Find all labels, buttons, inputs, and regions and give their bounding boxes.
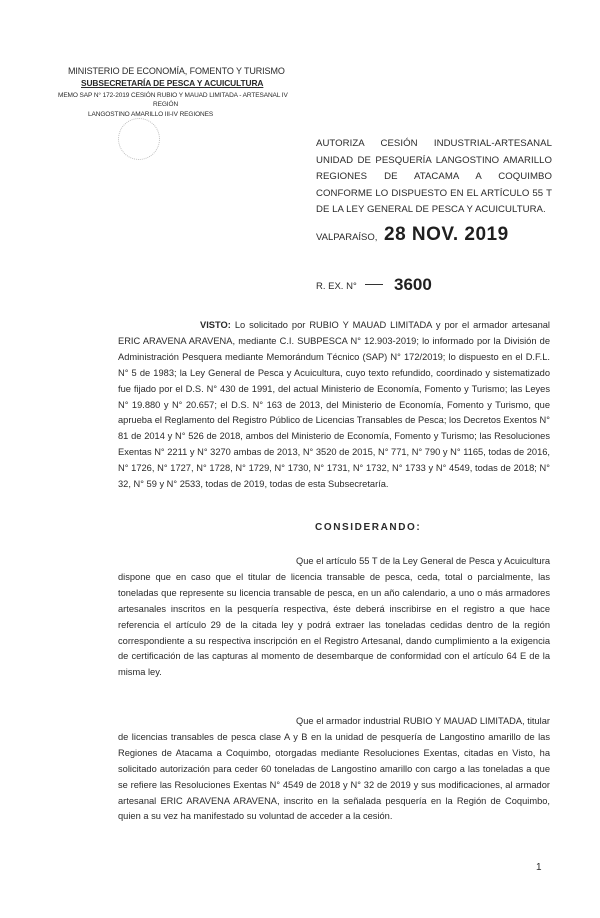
considerando-paragraph-2: Que el armador industrial RUBIO Y MAUAD LIMITADA, titular de licencias transables de pesca clase A y B en la unidad de pesquería de Langostino amarillo de las Regiones de Atacama a Coquimbo, otorgadas mediante Resoluciones Exentas, citadas en Visto, ha solicitado autorización para ceder 60 toneladas de Langostino amarillo con cargo a las toneladas a que se refiere las Resoluciones Exentas N° 4549 de 2018 y N° 32 de 2019 y sus modificaciones, al armador artesanal ERIC ARAVENA ARAVENA, inscrito en la señalada pesquería en la Región de Coquimbo, quien a su vez ha manifestado su voluntad de acceder a la cesión. [118,716,550,822]
considerando-paragraph-1: Que el artículo 55 T de la Ley General de Pesca y Acuicultura dispone que en caso que el titular de licencia transable de pesca, ceda, total o parcialmente, las toneladas que represente su licencia transable de pesca, en un año calendario, a uno o más armadores artesanales inscritos en la pesquería respectiva, éste deberá inscribirse en el registro a que hace referencia el artículo 29 de la citada ley y podrá extraer las toneladas cedidas dentro de la región correspondiente a su respectiva inscripción en el Registro Artesanal, dando cumplimiento a la exigencia de certificación de las capturas al momento de desembarque de conformidad con el artículo 64 E de la misma ley. [118,556,550,678]
visto-paragraph [118,318,550,493]
memo-reference-fishery: LANGOSTINO AMARILLO III-IV REGIONES [88,111,214,118]
subsecretaria-header: SUBSECRETARÍA DE PESCA Y ACUICULTURA [81,78,264,88]
seal-stamp [118,118,160,160]
visto-text: Lo solicitado por RUBIO Y MAUAD LIMITADA y por el armador artesanal ERIC ARAVENA ARAVENA, mediante C.I. SUBPESCA N° 12.903-2019; lo informado por la División de Administración Pesquera mediante Memorándum Técnico (SAP) N° 172/2019; lo dispuesto en el D.F.L. N° 5 de 1983; la Ley General de Pesca y Acuicultura, cuyo texto refundido, coordinado y sistematizado fue fijado por el D.S. N° 430 de 1991, del actual Ministerio de Economía, Fomento y Turismo; las Leyes N° 19.880 y N° 20.657; el D.S. N° 163 de 2013, del Ministerio de Economía, Fomento y Turismo, que aprueba el Reglamento del Registro Público de Licencias Transables de Pesca; los Decretos Exentos N° 81 de 2014 y N° 526 de 2018, ambos del Ministerio de Economía, Fomento y Turismo; las Resoluciones Exentas N° 2211 y N° 3270 ambas de 2013, N° 3520 de 2015, N° 771, N° 790 y N° 1165, todas de 2016, N° 1726, N° 1727, N° 1728, N° 1729, N° 1730, N° 1731, N° 1732, N° 1733 y N° 4549, todas de 2018; N° 32, N° 59 y N° 2533, todas de 2019, todas de esta Subsecretaría. [118,320,550,490]
considerando-heading: CONSIDERANDO: [315,522,422,533]
rex-label: R. EX. N° [316,281,357,292]
rex-number: 3600 [394,275,432,294]
memo-reference-region: REGIÓN [153,101,179,108]
page-number: 1 [536,862,542,873]
date-stamp: 28 NOV. 2019 [384,224,509,245]
place-label: VALPARAÍSO, [316,232,378,243]
ministry-header: MINISTERIO DE ECONOMÍA, FOMENTO Y TURISMO [68,66,285,76]
memo-reference: MEMO SAP N° 172-2019 CESIÓN RUBIO Y MAUAD LIMITADA - ARTESANAL IV [58,92,288,99]
rex-underline [365,284,383,285]
visto-label: VISTO: [200,320,231,330]
resolution-title: AUTORIZA CESIÓN INDUSTRIAL-ARTESANAL UNIDAD DE PESQUERÍA LANGOSTINO AMARILLO REGIONES DE ATACAMA A COQUIMBO CONFORME LO DISPUESTO EN EL ARTÍCULO 55 T DE LA LEY GENERAL DE PESCA Y ACUICULTURA. [316,138,552,216]
